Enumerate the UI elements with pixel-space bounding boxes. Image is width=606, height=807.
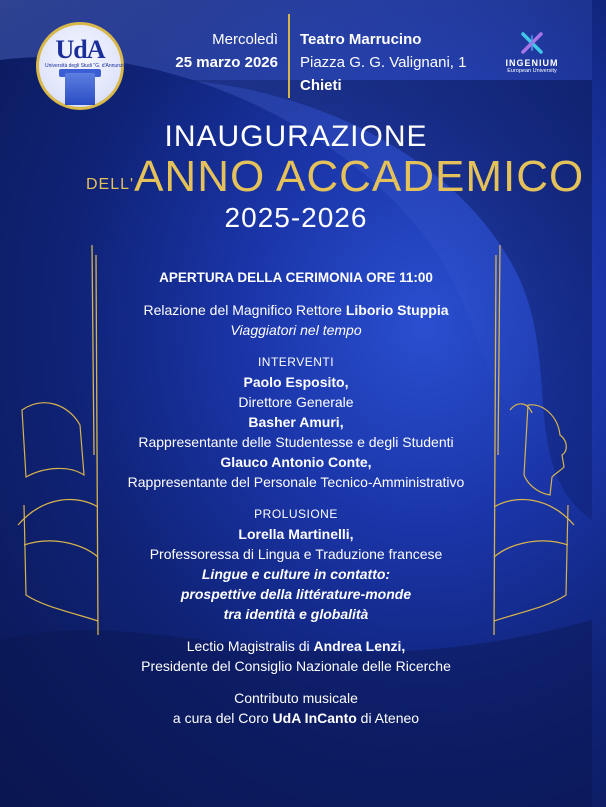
rector-name: Liborio Stuppia [345,302,449,318]
music-choir: UdA InCanto [272,710,357,726]
header-divider [288,14,290,98]
lectio-role: Presidente del Consiglio Nazionale delle Ricerche [141,658,451,674]
interventi-heading: INTERVENTI [257,355,335,369]
event-date [175,28,278,74]
title-anno-accademico [86,152,606,202]
rector-line [70,300,522,320]
speaker-role: Direttore Generale [238,394,354,410]
prolusione-title: Lingue e culture in contatto: [201,566,391,582]
logo-text: UdA [55,35,105,64]
lectio-line [70,636,522,656]
title-dell: DELL' [86,176,135,193]
venue-name: Teatro Marrucino [300,31,422,48]
music-prefix: a cura del Coro [172,710,273,726]
ingenium-name: INGENIUM [505,58,559,68]
ingenium-logo [496,32,568,74]
prolusione-role: Professoressa di Lingua e Traduzione francese [149,546,443,562]
opening-time: APERTURA DELLA CERIMONIA ORE 11:00 [159,270,433,285]
event-date-value: 25 marzo 2026 [175,54,278,71]
music-line: Contributo musicale [234,690,358,706]
header [0,0,592,100]
rector-prefix: Relazione del Magnifico Rettore [143,302,346,318]
prolusione-heading: PROLUSIONE [254,507,338,521]
prolusione-title: prospettive della littérature-monde [180,586,412,602]
ingenium-x-icon [520,32,544,54]
speaker-name: Basher Amuri, [248,414,344,430]
title-years: 2025-2026 [224,202,368,233]
program [70,268,522,728]
rector-talk: Viaggiatori nel tempo [230,322,362,338]
logo-ring-text: Università degli Studi "G. d'Annunzio" [45,63,129,69]
event-venue [300,28,466,97]
ingenium-subtitle: European University [507,68,557,74]
uda-logo [36,22,129,110]
music-choir-line [70,708,522,728]
title-inaugurazione: INAUGURAZIONE [164,120,428,153]
prolusione-name: Lorella Martinelli, [238,526,354,542]
speaker-role: Rappresentante del Personale Tecnico-Amministrativo [127,474,465,490]
prolusione-title: tra identità e globalità [223,606,369,622]
logo-pillar [65,73,95,105]
speaker-name: Glauco Antonio Conte, [220,454,372,470]
lectio-name: Andrea Lenzi, [313,638,406,654]
event-day: Mercoledì [212,31,278,48]
lectio-prefix: Lectio Magistralis di [186,638,314,654]
speaker-role: Rappresentante delle Studentesse e degli Studenti [138,434,454,450]
venue-address: Piazza G. G. Valignani, 1 [300,54,467,71]
title-anno: ANNO ACCADEMICO [134,152,585,201]
music-suffix: di Ateneo [356,710,420,726]
speaker-name: Paolo Esposito, [243,374,349,390]
venue-city: Chieti [300,77,342,94]
